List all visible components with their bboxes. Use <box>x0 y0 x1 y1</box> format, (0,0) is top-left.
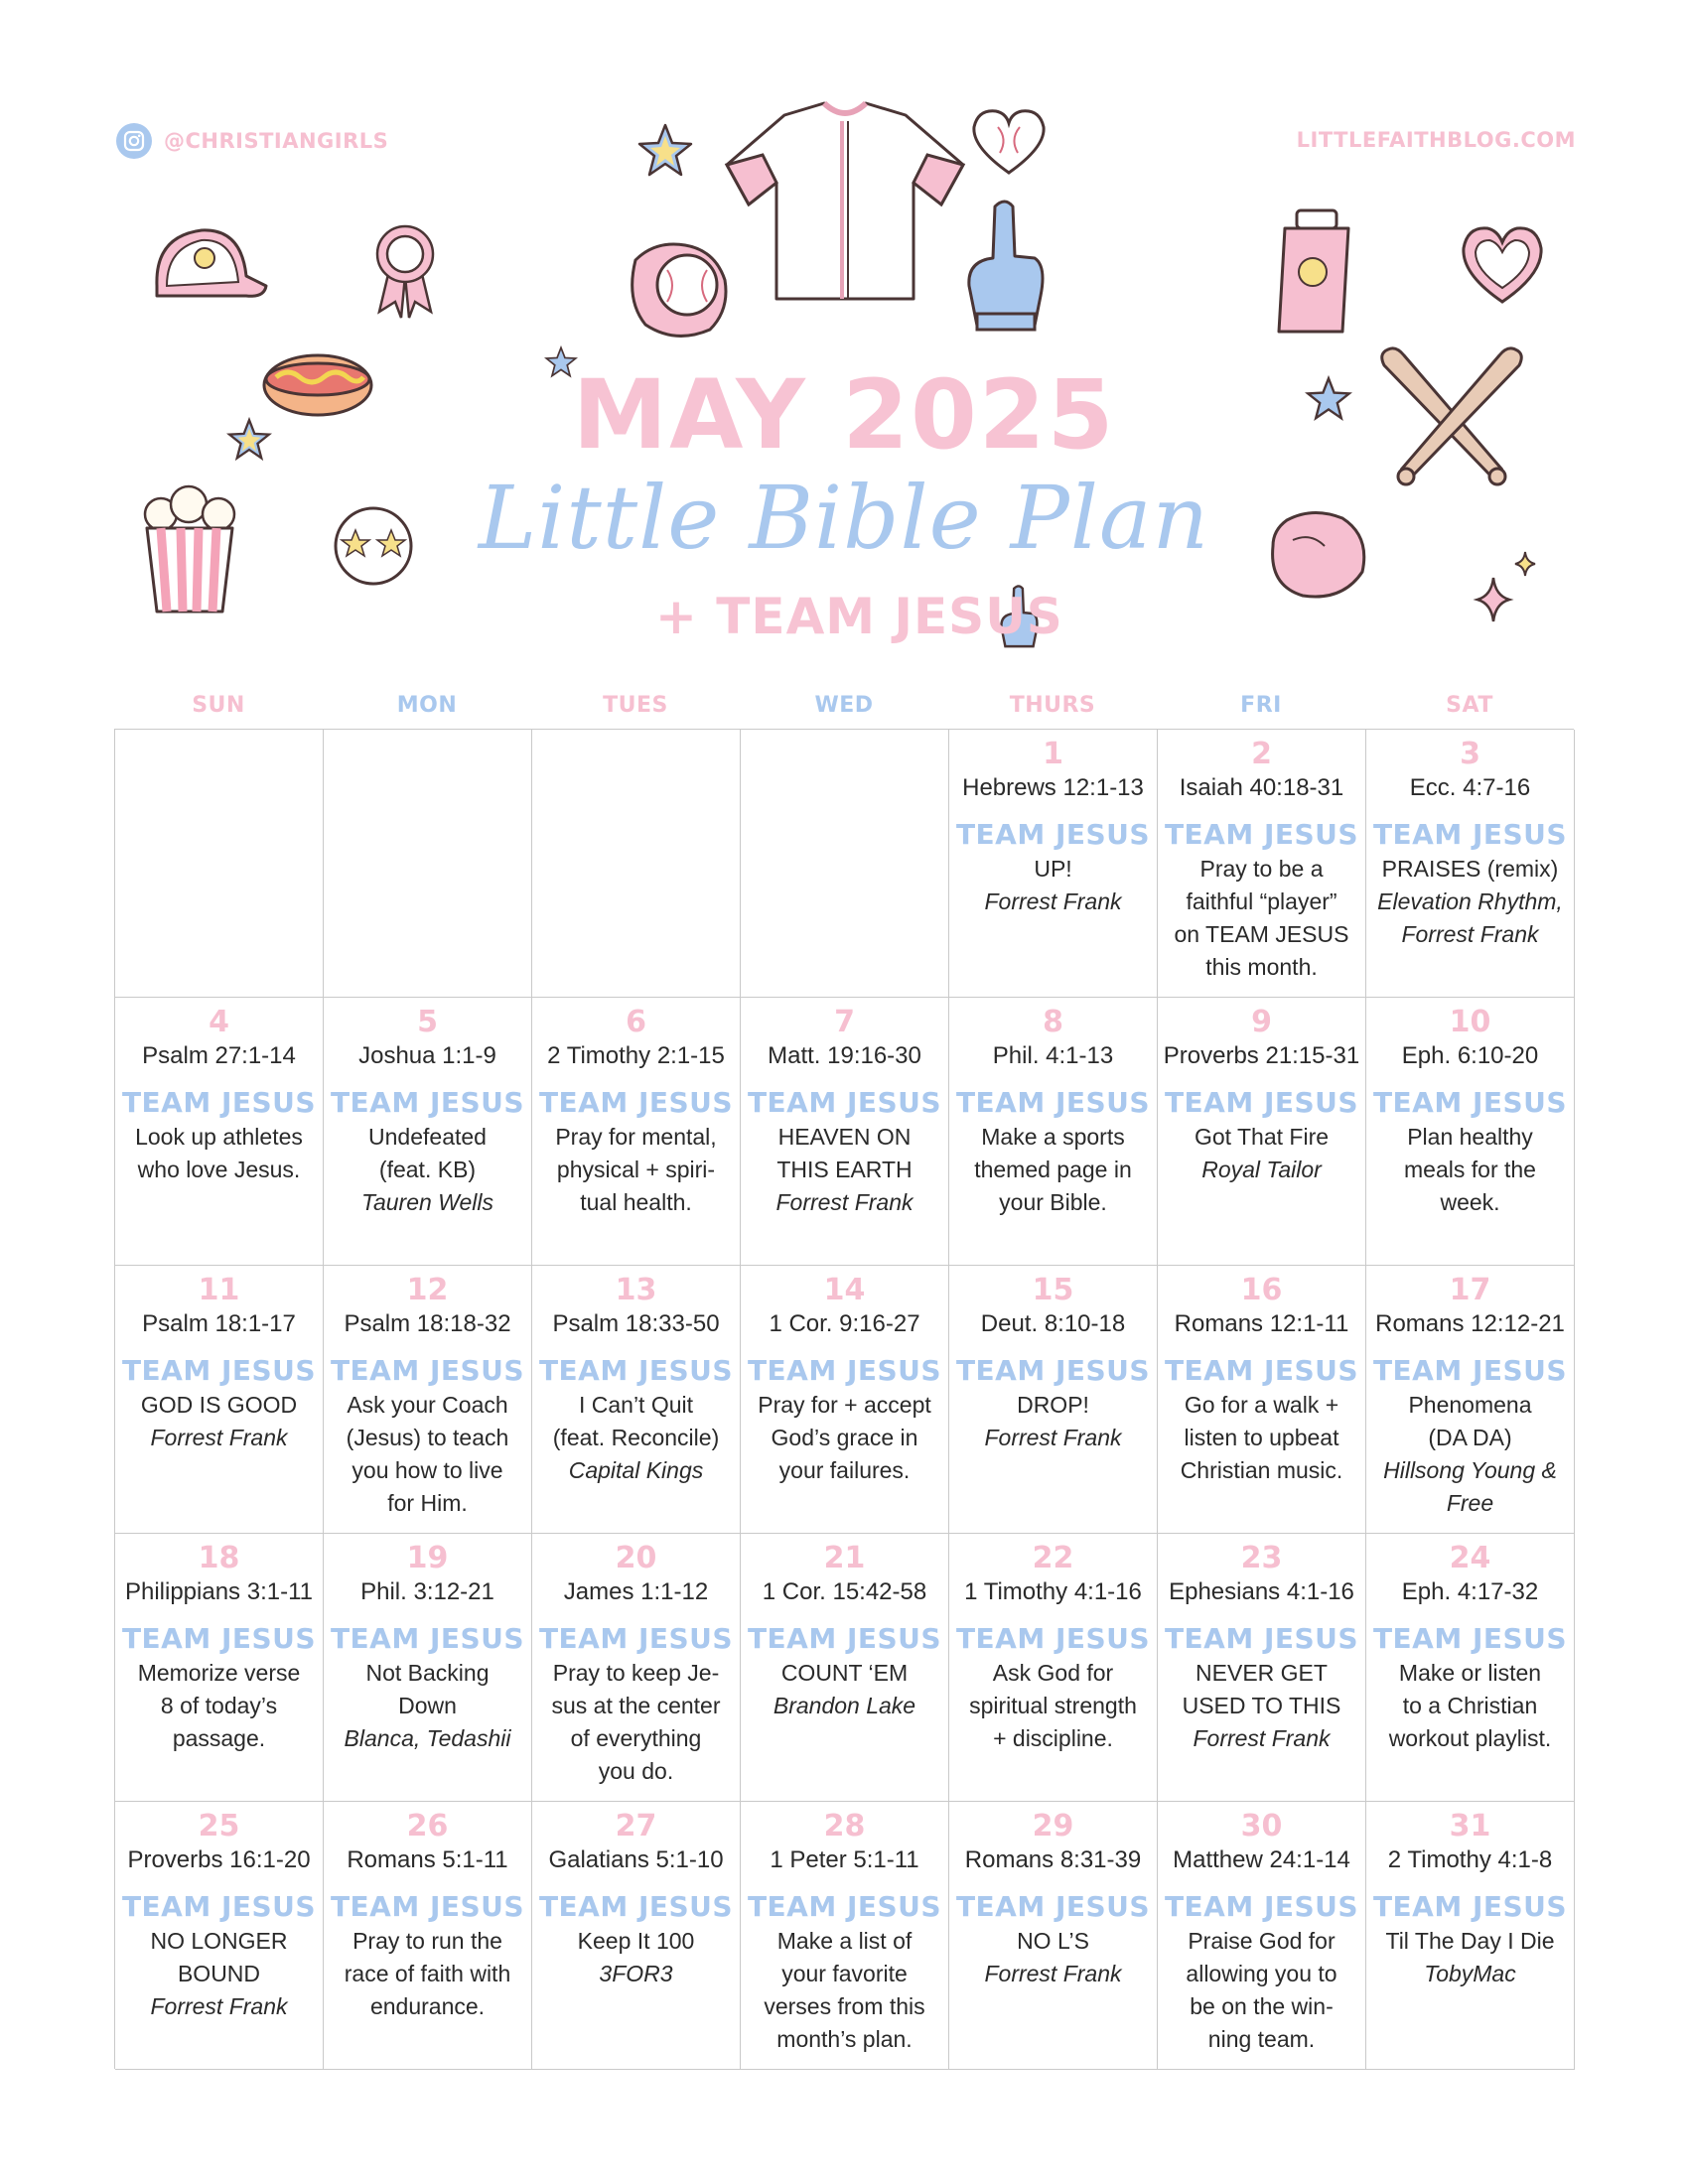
song-artist: Brandon Lake <box>773 1693 916 1718</box>
challenge-text: on TEAM JESUS <box>1174 921 1349 947</box>
weekday-wed: WED <box>814 693 874 718</box>
song-artist: Forrest Frank <box>1193 1725 1331 1751</box>
day-number: 6 <box>626 1005 646 1039</box>
calendar-day-26 <box>324 1802 532 2070</box>
challenge-text: Not Backing <box>365 1660 490 1686</box>
team-jesus-label: TEAM JESUS <box>1164 1622 1359 1655</box>
challenge-text: your Bible. <box>999 1189 1107 1215</box>
scripture-reading: Matt. 19:16-30 <box>768 1042 921 1069</box>
scripture-reading: Isaiah 40:18-31 <box>1179 774 1344 801</box>
challenge-text: Memorize verse <box>137 1660 301 1686</box>
calendar-day-27 <box>532 1802 741 2070</box>
scripture-reading: Psalm 27:1-14 <box>142 1042 296 1069</box>
day-number: 21 <box>823 1541 866 1575</box>
scripture-reading: Matthew 24:1-14 <box>1173 1846 1350 1873</box>
calendar-day-4 <box>115 998 324 1266</box>
team-jesus-label: TEAM JESUS <box>330 1890 525 1923</box>
challenge-text: physical + spiri- <box>556 1157 716 1182</box>
team-jesus-label: TEAM JESUS <box>747 1354 942 1387</box>
team-jesus-label: TEAM JESUS <box>121 1890 317 1923</box>
challenge-text: Pray to run the <box>352 1928 502 1954</box>
instagram-handle[interactable] <box>116 123 388 159</box>
calendar-day-12 <box>324 1266 532 1534</box>
day-number: 17 <box>1449 1273 1491 1307</box>
challenge-text: faithful “player” <box>1186 888 1337 914</box>
team-jesus-label: TEAM JESUS <box>1372 818 1568 851</box>
website-link[interactable]: LITTLEFAITHBLOG.COM <box>1296 128 1576 152</box>
scripture-reading: Joshua 1:1-9 <box>358 1042 496 1069</box>
challenge-text: week. <box>1440 1189 1500 1215</box>
challenge-text: Undefeated <box>368 1124 487 1150</box>
day-number: 29 <box>1032 1809 1074 1843</box>
team-jesus-label: TEAM JESUS <box>1164 1086 1359 1119</box>
day-number: 22 <box>1032 1541 1074 1575</box>
calendar-day-5 <box>324 998 532 1266</box>
title-plan: Little Bible Plan <box>478 467 1210 569</box>
challenge-text: Pray for + accept <box>758 1392 931 1418</box>
team-jesus-label: TEAM JESUS <box>1164 818 1359 851</box>
scripture-reading: Ecc. 4:7-16 <box>1409 774 1531 801</box>
challenge-text: this month. <box>1205 954 1318 980</box>
baseball-jersey-icon <box>715 95 975 304</box>
song-artist: Elevation Rhythm, Forrest Frank <box>1377 888 1563 947</box>
day-number: 20 <box>615 1541 657 1575</box>
challenge-text: BOUND <box>177 1961 261 1986</box>
scripture-reading: Phil. 3:12-21 <box>360 1578 494 1605</box>
calendar-day-31 <box>1366 1802 1575 2070</box>
challenge-text: allowing you to <box>1186 1961 1337 1986</box>
scripture-reading: Psalm 18:1-17 <box>142 1310 296 1337</box>
song-artist: Tauren Wells <box>361 1189 493 1215</box>
calendar-empty-cell <box>324 730 532 998</box>
challenge-text: (DA DA) <box>1428 1425 1512 1450</box>
calendar-day-13 <box>532 1266 741 1534</box>
calendar-day-18 <box>115 1534 324 1802</box>
challenge-text: meals for the <box>1404 1157 1536 1182</box>
instagram-handle-text: @CHRISTIANGIRLS <box>164 129 389 153</box>
challenge-text: NO LONGER <box>150 1928 288 1954</box>
scripture-reading: Psalm 18:33-50 <box>552 1310 720 1337</box>
challenge-text: endurance. <box>369 1993 486 2019</box>
challenge-text: to a Christian <box>1402 1693 1538 1718</box>
challenge-text: verses from this <box>764 1993 925 2019</box>
day-number: 11 <box>198 1273 240 1307</box>
calendar-day-14 <box>741 1266 949 1534</box>
team-jesus-label: TEAM JESUS <box>1164 1354 1359 1387</box>
day-number: 12 <box>406 1273 449 1307</box>
challenge-text: you do. <box>598 1758 674 1784</box>
team-jesus-label: TEAM JESUS <box>747 1622 942 1655</box>
team-jesus-label: TEAM JESUS <box>330 1354 525 1387</box>
scripture-reading: Psalm 18:18-32 <box>344 1310 511 1337</box>
scripture-reading: 1 Peter 5:1-11 <box>770 1846 919 1873</box>
song-artist: Forrest Frank <box>984 1961 1122 1986</box>
calendar-day-21 <box>741 1534 949 1802</box>
challenge-text: THIS EARTH <box>776 1157 913 1182</box>
scripture-reading: James 1:1-12 <box>563 1578 709 1605</box>
day-number: 14 <box>823 1273 866 1307</box>
calendar-day-2 <box>1158 730 1366 998</box>
baseball-heart-icon <box>1458 222 1547 308</box>
song-artist: Forrest Frank <box>984 1425 1122 1450</box>
challenge-text: DROP! <box>1017 1392 1089 1418</box>
challenge-text: Praise God for <box>1188 1928 1336 1954</box>
calendar-day-9 <box>1158 998 1366 1266</box>
team-jesus-label: TEAM JESUS <box>955 818 1151 851</box>
star-icon <box>635 121 695 181</box>
day-number: 25 <box>198 1809 240 1843</box>
challenge-text: you how to live <box>352 1457 503 1483</box>
weekday-mon: MON <box>396 693 458 718</box>
scripture-reading: 2 Timothy 4:1-8 <box>1387 1846 1553 1873</box>
challenge-text: Pray to be a <box>1199 856 1324 882</box>
day-number: 13 <box>615 1273 657 1307</box>
day-number: 18 <box>198 1541 240 1575</box>
day-number: 15 <box>1032 1273 1074 1307</box>
song-artist: 3FOR3 <box>599 1961 673 1986</box>
song-artist: Forrest Frank <box>150 1425 288 1450</box>
challenge-text: Got That Fire <box>1194 1124 1330 1150</box>
team-jesus-label: TEAM JESUS <box>121 1354 317 1387</box>
challenge-text: for Him. <box>387 1490 468 1516</box>
day-number: 10 <box>1449 1005 1491 1039</box>
scripture-reading: 1 Timothy 4:1-16 <box>964 1578 1142 1605</box>
team-jesus-label: TEAM JESUS <box>330 1622 525 1655</box>
song-artist: Forrest Frank <box>150 1993 288 2019</box>
challenge-text: Til The Day I Die <box>1385 1928 1555 1954</box>
calendar-day-3 <box>1366 730 1575 998</box>
challenge-text: themed page in <box>974 1157 1132 1182</box>
weekday-tues: TUES <box>603 693 668 718</box>
scripture-reading: Eph. 4:17-32 <box>1401 1578 1539 1605</box>
song-artist: Capital Kings <box>568 1457 704 1483</box>
challenge-text: Make a sports <box>981 1124 1125 1150</box>
calendar-empty-cell <box>532 730 741 998</box>
song-artist: TobyMac <box>1424 1961 1516 1986</box>
challenge-text: (feat. Reconcile) <box>552 1425 720 1450</box>
calendar-day-30 <box>1158 1802 1366 2070</box>
team-jesus-label: TEAM JESUS <box>538 1086 734 1119</box>
scripture-reading: 1 Cor. 15:42-58 <box>762 1578 927 1605</box>
day-number: 3 <box>1460 737 1480 771</box>
calendar-day-16 <box>1158 1266 1366 1534</box>
scripture-reading: Galatians 5:1-10 <box>548 1846 724 1873</box>
team-jesus-label: TEAM JESUS <box>955 1086 1151 1119</box>
team-jesus-label: TEAM JESUS <box>955 1890 1151 1923</box>
challenge-text: HEAVEN ON <box>777 1124 912 1150</box>
challenge-text: Down <box>398 1693 457 1718</box>
day-number: 5 <box>417 1005 438 1039</box>
challenge-text: God’s grace in <box>771 1425 918 1450</box>
challenge-text: UP! <box>1034 856 1072 882</box>
challenge-text: Make a list of <box>776 1928 913 1954</box>
day-number: 30 <box>1240 1809 1283 1843</box>
day-number: 2 <box>1251 737 1272 771</box>
challenge-text: Look up athletes <box>135 1124 303 1150</box>
challenge-text: Ask your Coach <box>347 1392 508 1418</box>
calendar-empty-cell <box>741 730 949 998</box>
calendar-day-10 <box>1366 998 1575 1266</box>
calendar-day-22 <box>949 1534 1158 1802</box>
challenge-text: Pray to keep Je- <box>552 1660 720 1686</box>
challenge-text: listen to upbeat <box>1184 1425 1339 1450</box>
challenge-text: Ask God for <box>992 1660 1114 1686</box>
team-jesus-label: TEAM JESUS <box>955 1622 1151 1655</box>
challenge-text: race of faith with <box>344 1961 511 1986</box>
ribbon-badge-icon <box>365 220 445 320</box>
challenge-text: USED TO THIS <box>1182 1693 1341 1718</box>
scripture-reading: Proverbs 16:1-20 <box>127 1846 311 1873</box>
calendar-empty-cell <box>115 730 324 998</box>
scripture-reading: Romans 5:1-11 <box>347 1846 508 1873</box>
scripture-reading: 1 Cor. 9:16-27 <box>769 1310 920 1337</box>
team-jesus-label: TEAM JESUS <box>747 1890 942 1923</box>
calendar-day-19 <box>324 1534 532 1802</box>
instagram-icon <box>116 123 152 159</box>
challenge-text: + discipline. <box>993 1725 1113 1751</box>
weekday-header-row <box>114 693 1574 718</box>
calendar-day-28 <box>741 1802 949 2070</box>
sunscreen-icon <box>1269 208 1352 336</box>
team-jesus-label: TEAM JESUS <box>1372 1354 1568 1387</box>
team-jesus-label: TEAM JESUS <box>1372 1890 1568 1923</box>
weekday-sat: SAT <box>1446 693 1493 718</box>
calendar-day-25 <box>115 1802 324 2070</box>
team-jesus-label: TEAM JESUS <box>330 1086 525 1119</box>
team-jesus-label: TEAM JESUS <box>538 1622 734 1655</box>
day-number: 8 <box>1043 1005 1063 1039</box>
challenge-text: your favorite <box>781 1961 908 1986</box>
challenge-text: ning team. <box>1207 2026 1316 2052</box>
challenge-text: NEVER GET <box>1196 1660 1328 1686</box>
scripture-reading: Ephesians 4:1-16 <box>1169 1578 1354 1605</box>
day-number: 28 <box>823 1809 866 1843</box>
calendar-day-6 <box>532 998 741 1266</box>
team-jesus-label: TEAM JESUS <box>538 1890 734 1923</box>
challenge-text: Keep It 100 <box>577 1928 695 1954</box>
scripture-reading: Romans 12:12-21 <box>1375 1310 1565 1337</box>
scripture-reading: Philippians 3:1-11 <box>124 1578 313 1605</box>
challenge-text: spiritual strength <box>969 1693 1137 1718</box>
calendar-day-8 <box>949 998 1158 1266</box>
weekday-fri: FRI <box>1240 693 1282 718</box>
day-number: 23 <box>1240 1541 1283 1575</box>
day-number: 19 <box>406 1541 449 1575</box>
day-number: 7 <box>834 1005 855 1039</box>
scripture-reading: Phil. 4:1-13 <box>992 1042 1114 1069</box>
weekday-thurs: THURS <box>1009 693 1096 718</box>
challenge-text: PRAISES (remix) <box>1381 856 1559 882</box>
calendar-day-1 <box>949 730 1158 998</box>
calendar-day-20 <box>532 1534 741 1802</box>
title-theme: + TEAM JESUS <box>655 588 1063 645</box>
challenge-text: month’s plan. <box>776 2026 913 2052</box>
calendar-day-17 <box>1366 1266 1575 1534</box>
calendar-grid <box>114 729 1574 2069</box>
challenge-text: Phenomena <box>1408 1392 1532 1418</box>
challenge-text: sus at the center <box>551 1693 721 1718</box>
song-artist: Forrest Frank <box>984 888 1122 914</box>
baseball-glove-icon <box>616 230 735 344</box>
team-jesus-label: TEAM JESUS <box>955 1354 1151 1387</box>
challenge-text: who love Jesus. <box>137 1157 301 1182</box>
challenge-text: Make or listen <box>1398 1660 1542 1686</box>
day-number: 1 <box>1043 737 1063 771</box>
challenge-text: your failures. <box>778 1457 911 1483</box>
challenge-text: I Can’t Quit <box>578 1392 694 1418</box>
day-number: 24 <box>1449 1541 1491 1575</box>
challenge-text: of everything <box>570 1725 702 1751</box>
challenge-text: Plan healthy <box>1407 1124 1533 1150</box>
challenge-text: Go for a walk + <box>1184 1392 1339 1418</box>
team-jesus-label: TEAM JESUS <box>747 1086 942 1119</box>
challenge-text: workout playlist. <box>1388 1725 1552 1751</box>
challenge-text: NO L’S <box>1017 1928 1089 1954</box>
calendar-day-11 <box>115 1266 324 1534</box>
challenge-text: (feat. KB) <box>378 1157 477 1182</box>
song-artist: Royal Tailor <box>1201 1157 1322 1182</box>
calendar-day-15 <box>949 1266 1158 1534</box>
challenge-text: COUNT ‘EM <box>780 1660 909 1686</box>
challenge-text: tual health. <box>580 1189 692 1215</box>
calendar-day-7 <box>741 998 949 1266</box>
baseball-heart-icon <box>968 105 1050 177</box>
song-artist: Hillsong Young & Free <box>1383 1457 1557 1516</box>
day-number: 31 <box>1449 1809 1491 1843</box>
day-number: 4 <box>209 1005 229 1039</box>
scripture-reading: Eph. 6:10-20 <box>1401 1042 1539 1069</box>
calendar-day-29 <box>949 1802 1158 2070</box>
scripture-reading: 2 Timothy 2:1-15 <box>547 1042 725 1069</box>
team-jesus-label: TEAM JESUS <box>1164 1890 1359 1923</box>
team-jesus-label: TEAM JESUS <box>121 1622 317 1655</box>
calendar-day-24 <box>1366 1534 1575 1802</box>
song-artist: Forrest Frank <box>775 1189 914 1215</box>
team-jesus-label: TEAM JESUS <box>1372 1622 1568 1655</box>
challenge-text: Pray for mental, <box>555 1124 717 1150</box>
baseball-cap-icon <box>147 216 271 316</box>
scripture-reading: Romans 12:1-11 <box>1174 1310 1349 1337</box>
foam-finger-icon <box>955 197 1055 336</box>
challenge-text: Christian music. <box>1180 1457 1343 1483</box>
challenge-text: passage. <box>172 1725 266 1751</box>
team-jesus-label: TEAM JESUS <box>1372 1086 1568 1119</box>
title-month: MAY 2025 <box>572 359 1116 471</box>
team-jesus-label: TEAM JESUS <box>121 1086 317 1119</box>
calendar-day-23 <box>1158 1534 1366 1802</box>
scripture-reading: Hebrews 12:1-13 <box>962 774 1144 801</box>
weekday-sun: SUN <box>192 693 245 718</box>
day-number: 9 <box>1251 1005 1272 1039</box>
day-number: 26 <box>406 1809 449 1843</box>
day-number: 16 <box>1240 1273 1283 1307</box>
day-number: 27 <box>615 1809 657 1843</box>
challenge-text: be on the win- <box>1190 1993 1334 2019</box>
scripture-reading: Proverbs 21:15-31 <box>1163 1042 1360 1069</box>
scripture-reading: Romans 8:31-39 <box>964 1846 1142 1873</box>
challenge-text: (Jesus) to teach <box>346 1425 509 1450</box>
team-jesus-label: TEAM JESUS <box>538 1354 734 1387</box>
challenge-text: 8 of today’s <box>160 1693 278 1718</box>
song-artist: Blanca, Tedashii <box>344 1725 511 1751</box>
challenge-text: GOD IS GOOD <box>140 1392 298 1418</box>
scripture-reading: Deut. 8:10-18 <box>980 1310 1126 1337</box>
